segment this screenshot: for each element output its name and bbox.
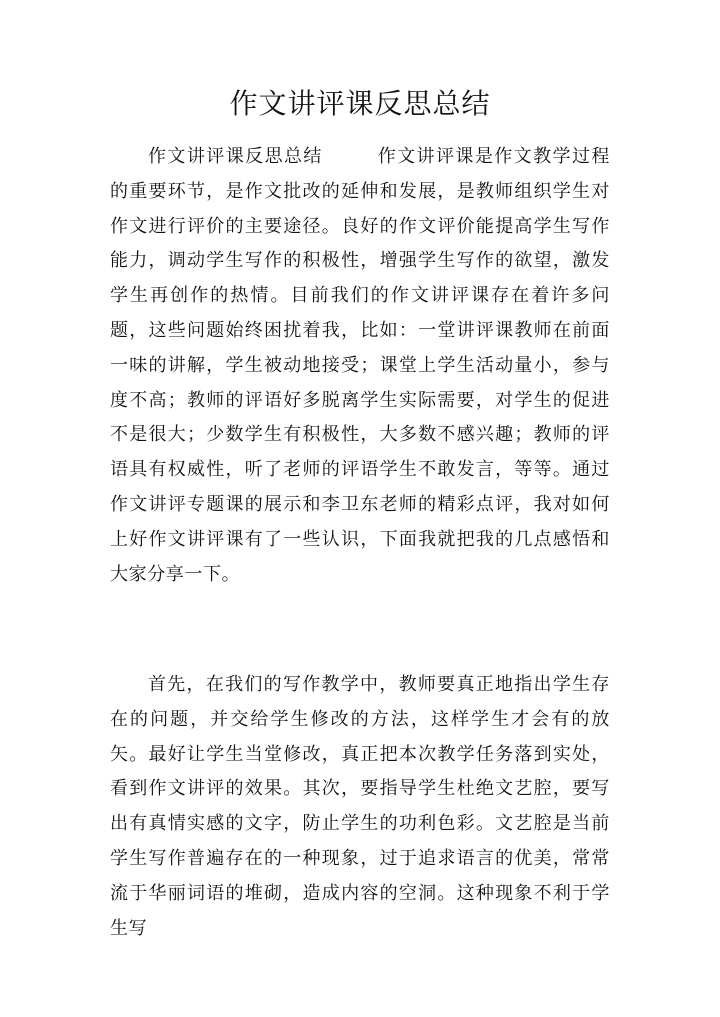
paragraph-second-text: 首先，在我们的写作教学中，教师要真正地指出学生存在的问题，并交给学生修改的方法，这样学生才会有的放矢。最好让学生当堂修改，真正把本次教学任务落到实处，看到作文讲评的效果。其次，要指导学生杜绝文艺腔，要写出有真情实感的文字，防止学生的功利色彩。文艺腔是当前学生写作普遍存在的一种现象，过于追求语言的优美，常常流于华丽词语的堆砌，造成内容的空洞。这种现象不利于学生写 xyxy=(110,674,610,939)
document-title: 作文讲评课反思总结 xyxy=(229,87,491,120)
paragraph-intro-text: 作文讲评课是作文教学过程的重要环节，是作文批改的延伸和发展，是教师组织学生对作文进行评价的主要途径。良好的作文评价能提高学生写作能力，调动学生写作的积极性，增强学生写作的欲望，激发学生再创作的热情。目前我们的作文讲评课存在着许多问题，这些问题始终困扰着我，比如：一堂讲评课教师在前面一味的讲解，学生被动地接受；课堂上学生活动量小，参与度不高；教师的评语好多脱离学生实际需要，对学生的促进不是很大；少数学生有积极性，大多数不感兴趣；教师的评语具有权威性，听了老师的评语学生不敢发言，等等。通过作文讲评专题课的展示和李卫东老师的精彩点评，我对如何上好作文讲评课有了一些认识，下面我就把我的几点感悟和大家分享一下。 xyxy=(110,146,610,585)
paragraph-intro xyxy=(110,140,610,592)
paragraph-second xyxy=(110,668,610,946)
paragraph-lead-title: 作文讲评课反思总结 xyxy=(148,146,323,167)
